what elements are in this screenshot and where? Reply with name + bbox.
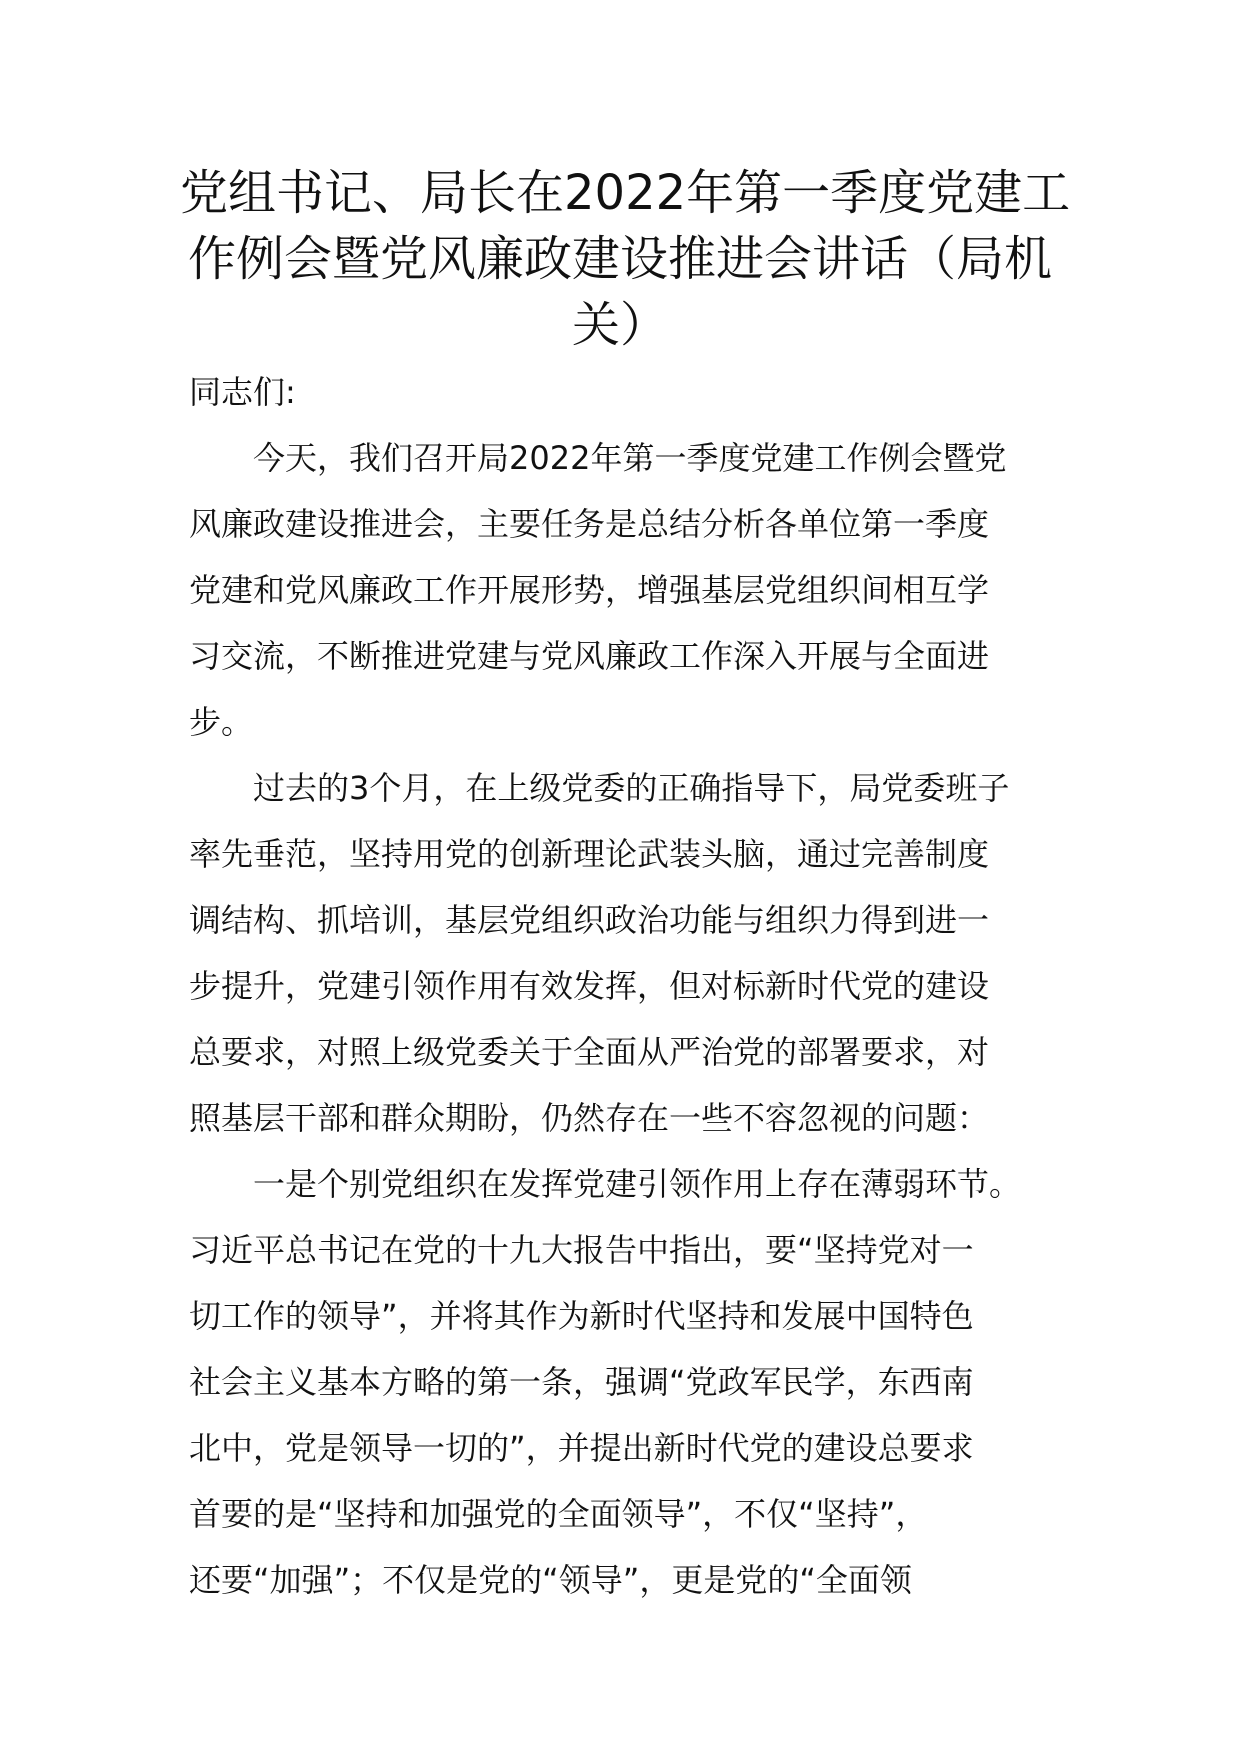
paragraph-line: 北中，党是领导一切的”，并提出新时代党的建设总要求 <box>189 1429 974 1467</box>
paragraph-line: 习交流，不断推进党建与党风廉政工作深入开展与全面进 <box>189 637 990 675</box>
paragraph-line: 过去的3个月，在上级党委的正确指导下，局党委班子 <box>253 769 1010 807</box>
title-line: 关） <box>571 297 668 353</box>
paragraph-line: 今天，我们召开局2022年第一季度党建工作例会暨党 <box>253 439 1007 477</box>
paragraph-line: 率先垂范，坚持用党的创新理论武装头脑，通过完善制度 <box>189 835 990 873</box>
title-line: 作例会暨党风廉政建设推进会讲话（局机 <box>187 231 1052 287</box>
document-title <box>180 160 1071 358</box>
paragraph-line: 党建和党风廉政工作开展形势，增强基层党组织间相互学 <box>189 571 990 609</box>
paragraph-line: 调结构、抓培训，基层党组织政治功能与组织力得到进一 <box>189 901 990 939</box>
greeting: 同志们: <box>189 373 296 411</box>
paragraph-line: 步。 <box>189 703 254 741</box>
paragraph-line: 社会主义基本方略的第一条，强调“党政军民学，东西南 <box>189 1363 974 1401</box>
title-line: 党组书记、局长在2022年第一季度党建工 <box>180 165 1071 221</box>
paragraph-line: 习近平总书记在党的十九大报告中指出，要“坚持党对一 <box>189 1231 974 1269</box>
paragraph-line: 照基层干部和群众期盼，仍然存在一些不容忽视的问题： <box>189 1099 990 1137</box>
paragraph-line: 还要“加强”；不仅是党的“领导”，更是党的“全面领 <box>189 1561 912 1599</box>
paragraph-line: 总要求，对照上级党委关于全面从严治党的部署要求，对 <box>189 1033 990 1071</box>
paragraph-line: 首要的是“坚持和加强党的全面领导”，不仅“坚持”， <box>189 1495 928 1533</box>
paragraph-line: 切工作的领导”，并将其作为新时代坚持和发展中国特色 <box>189 1297 974 1335</box>
paragraph-line: 步提升，党建引领作用有效发挥，但对标新时代党的建设 <box>189 967 990 1005</box>
paragraph-line: 风廉政建设推进会，主要任务是总结分析各单位第一季度 <box>189 505 990 543</box>
paragraph-line: 一是个别党组织在发挥党建引领作用上存在薄弱环节。 <box>253 1165 1022 1203</box>
